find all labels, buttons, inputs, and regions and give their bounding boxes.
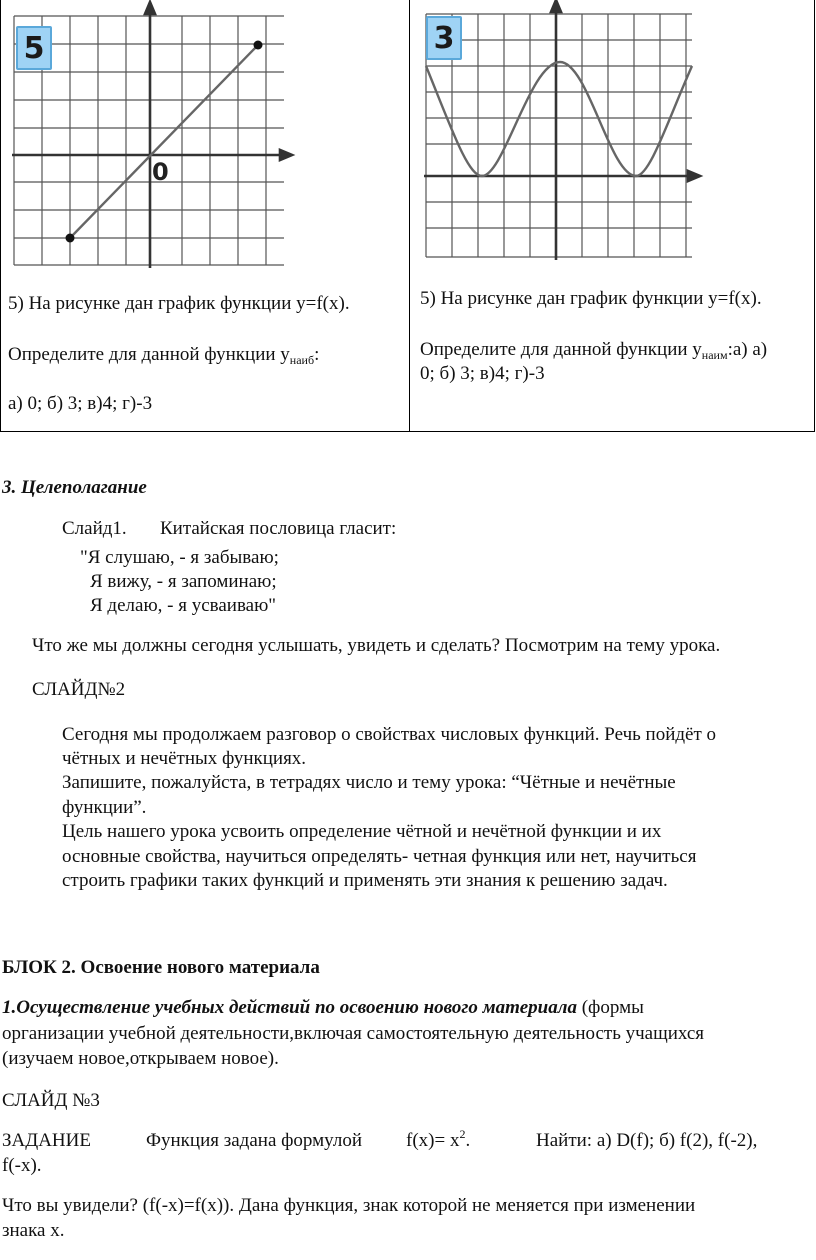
task-label: ЗАДАНИЕ [2, 1130, 91, 1151]
paragraph-line: Цель нашего урока усвоить определение чётной и нечётной функции и их [62, 821, 662, 842]
task-text-line2: Определите для данной функции $y_{наим}:а$) а) [420, 339, 768, 362]
paragraph-line: Сегодня мы продолжаем разговор о свойствах числовых функций. Речь пойдёт о [62, 724, 717, 745]
paragraph-line: функции”. [62, 797, 147, 818]
paragraph-line: основные свойства, научиться определять- четная функция или нет, научиться [62, 846, 697, 867]
origin-label: 0 [152, 158, 169, 186]
task-badge: 3 [426, 16, 462, 60]
paragraph-line: строить графики таких функций и применять эти знания к решению задач. [62, 870, 668, 891]
task-find-cont: f(-x). [2, 1155, 42, 1176]
proverb-line: Я делаю, - я усваиваю" [90, 595, 277, 616]
slide2-label: СЛАЙД№2 [32, 679, 126, 700]
task-formula: $f(x)= x^2$. [406, 1127, 471, 1151]
task-text-line1: 5) На рисунке дан график функции y=f(x). [420, 288, 762, 309]
paragraph-line: Запишите, пожалуйста, в тетрадях число и тему урока: “Чётные и нечётные [62, 772, 676, 793]
slide3-label: СЛАЙД №3 [2, 1090, 100, 1111]
observe-line2: знака x. [2, 1220, 65, 1241]
task-answers: 0; б) 3; в)4; г)-3 [420, 363, 545, 384]
task-badge: 5 [16, 26, 52, 70]
slide1-label: Слайд1. [62, 518, 127, 539]
item-line3: (изучаем новое,открываем новое). [2, 1048, 279, 1069]
graph-linear [0, 0, 409, 280]
observe-line1: Что вы увидели? (f(-x)=f(x)). Дана функция, знак которой не меняется при изменении [2, 1195, 696, 1216]
graph-wave [410, 0, 815, 280]
block-heading: БЛОК 2. Освоение нового материала [2, 957, 320, 978]
item-line2: организации учебной деятельности,включая самостоятельную деятельность учащихся [2, 1023, 705, 1044]
proverb-line: "Я слушаю, - я забываю; [80, 547, 279, 568]
task-find: Найти: а) D(f); б) f(2), f(-2), [536, 1130, 758, 1151]
section-heading: 3. Целеполагание [2, 477, 147, 498]
task-text-line1: 5) На рисунке дан график функции y=f(x). [8, 293, 350, 314]
proverb-line: Я вижу, - я запоминаю; [90, 571, 277, 592]
task-text: Функция задана формулой [146, 1130, 362, 1151]
slide1-text: Китайская пословица гласит: [160, 518, 397, 539]
paragraph-line: чётных и нечётных функциях. [62, 748, 307, 769]
task-answers: а) 0; б) 3; в)4; г)-3 [8, 393, 153, 414]
task-text-line2: Определите для данной функции $y_{наиб}$: [8, 344, 320, 367]
item-line1: 1.Осуществление учебных действий по освоению нового материала (формы [2, 997, 644, 1018]
question-text: Что же мы должны сегодня услышать, увидеть и сделать? Посмотрим на тему урока. [32, 635, 721, 656]
